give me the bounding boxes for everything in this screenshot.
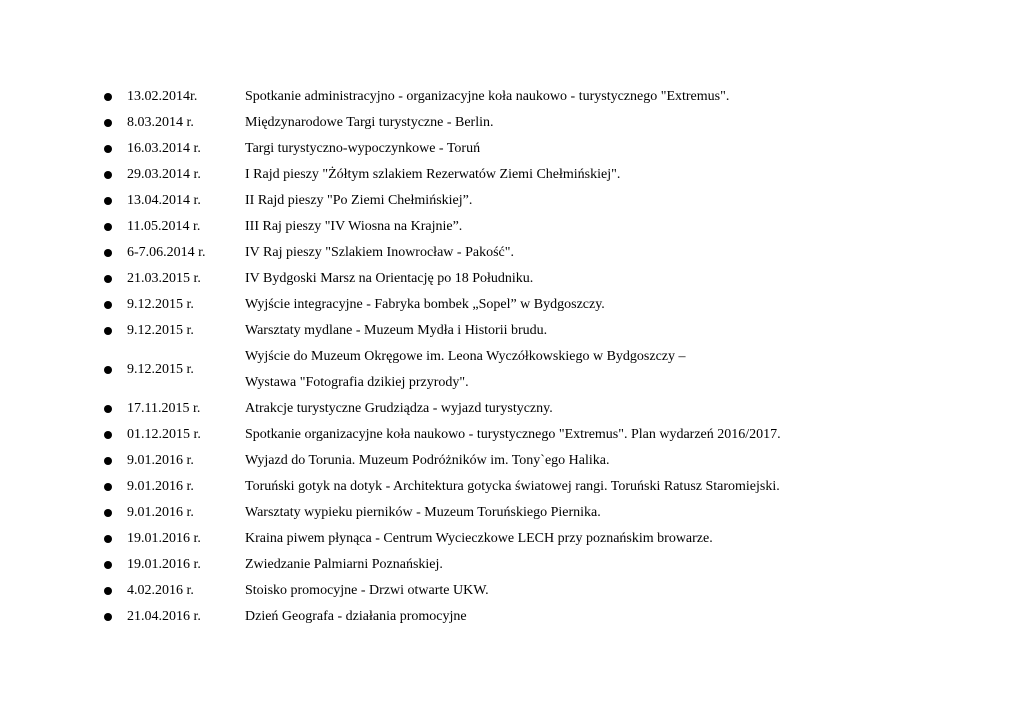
event-description: [245, 84, 984, 110]
event-item: [104, 292, 984, 318]
bullet-icon: [104, 535, 112, 543]
event-date: 13.02.2014r.: [127, 89, 198, 104]
event-description-line: Warsztaty wypieku pierników - Muzeum Toruńskiego Piernika.: [245, 505, 601, 520]
event-description: [245, 500, 984, 526]
event-date: 17.11.2015 r.: [127, 401, 201, 416]
event-item: [104, 318, 984, 344]
event-description: [245, 214, 984, 240]
event-date: 01.12.2015 r.: [127, 427, 201, 442]
event-item: [104, 604, 984, 630]
event-date: 9.01.2016 r.: [127, 453, 194, 468]
bullet-icon: [104, 483, 112, 491]
event-description-line: Atrakcje turystyczne Grudziądza - wyjazd turystyczny.: [245, 401, 553, 416]
bullet-icon: [104, 119, 112, 127]
event-description-line: IV Raj pieszy "Szlakiem Inowrocław - Pakość".: [245, 245, 514, 260]
event-description-line: Targi turystyczno-wypoczynkowe - Toruń: [245, 141, 481, 156]
event-description-line: Dzień Geografa - działania promocyjne: [245, 609, 467, 624]
event-item: [104, 136, 984, 162]
event-date: 6-7.06.2014 r.: [127, 245, 206, 260]
event-description-line: Wystawa "Fotografia dzikiej przyrody".: [245, 375, 469, 390]
bullet-icon: [104, 93, 112, 101]
event-description: [245, 344, 984, 396]
event-date: 21.03.2015 r.: [127, 271, 201, 286]
event-description: [245, 422, 984, 448]
event-description-line: Wyjazd do Torunia. Muzeum Podróżników im. Tony`ego Halika.: [245, 453, 610, 468]
event-description: [245, 110, 984, 136]
event-date: 4.02.2016 r.: [127, 583, 194, 598]
event-item: [104, 162, 984, 188]
event-item: [104, 188, 984, 214]
event-description: [245, 240, 984, 266]
bullet-icon: [104, 613, 112, 621]
event-description-line: III Raj pieszy "IV Wiosna na Krajnie”.: [245, 219, 463, 234]
event-description: [245, 292, 984, 318]
bullet-icon: [104, 327, 112, 335]
event-date: 8.03.2014 r.: [127, 115, 194, 130]
event-description-line: Wyjście do Muzeum Okręgowe im. Leona Wyczółkowskiego w Bydgoszczy –: [245, 349, 686, 364]
event-item: [104, 578, 984, 604]
event-date: 9.12.2015 r.: [127, 297, 194, 312]
bullet-icon: [104, 197, 112, 205]
event-description-line: Zwiedzanie Palmiarni Poznańskiej.: [245, 557, 443, 572]
bullet-icon: [104, 366, 112, 374]
event-item: [104, 500, 984, 526]
event-date: 9.12.2015 r.: [127, 362, 194, 377]
event-description: [245, 162, 984, 188]
event-item: [104, 474, 984, 500]
event-description: [245, 396, 984, 422]
event-description: [245, 136, 984, 162]
event-item: [104, 552, 984, 578]
bullet-icon: [104, 509, 112, 517]
event-description: [245, 552, 984, 578]
event-description: [245, 318, 984, 344]
event-date: 19.01.2016 r.: [127, 531, 201, 546]
bullet-icon: [104, 587, 112, 595]
event-description: [245, 526, 984, 552]
events-list: [104, 84, 984, 630]
event-date: 13.04.2014 r.: [127, 193, 201, 208]
event-description: [245, 578, 984, 604]
event-date: 19.01.2016 r.: [127, 557, 201, 572]
event-description-line: Warsztaty mydlane - Muzeum Mydła i Historii brudu.: [245, 323, 548, 338]
bullet-icon: [104, 301, 112, 309]
bullet-icon: [104, 431, 112, 439]
event-date: 16.03.2014 r.: [127, 141, 201, 156]
event-description-line: Wyjście integracyjne - Fabryka bombek „Sopel” w Bydgoszczy.: [245, 297, 605, 312]
event-date: 21.04.2016 r.: [127, 609, 201, 624]
event-item: [104, 422, 984, 448]
bullet-icon: [104, 249, 112, 257]
event-description: [245, 188, 984, 214]
event-description-line: Międzynarodowe Targi turystyczne - Berlin.: [245, 115, 494, 130]
event-item: [104, 526, 984, 552]
event-date: 9.01.2016 r.: [127, 505, 194, 520]
event-item: [104, 344, 984, 396]
event-description-line: Stoisko promocyjne - Drzwi otwarte UKW.: [245, 583, 489, 598]
bullet-icon: [104, 405, 112, 413]
event-description-line: Spotkanie administracyjno - organizacyjne koła naukowo - turystycznego "Extremus".: [245, 89, 730, 104]
event-description: [245, 604, 984, 630]
event-description-line: I Rajd pieszy "Żółtym szlakiem Rezerwatów Ziemi Chełmińskiej".: [245, 167, 621, 182]
event-description-line: Spotkanie organizacyjne koła naukowo - turystycznego "Extremus". Plan wydarzeń 2016/2017.: [245, 427, 781, 442]
event-item: [104, 214, 984, 240]
bullet-icon: [104, 171, 112, 179]
event-description-line: IV Bydgoski Marsz na Orientację po 18 Południku.: [245, 271, 534, 286]
event-item: [104, 396, 984, 422]
bullet-icon: [104, 275, 112, 283]
bullet-icon: [104, 223, 112, 231]
event-item: [104, 84, 984, 110]
bullet-icon: [104, 561, 112, 569]
event-description-line: Toruński gotyk na dotyk - Architektura gotycka światowej rangi. Toruński Ratusz Staromiejski.: [245, 479, 780, 494]
event-item: [104, 240, 984, 266]
event-item: [104, 266, 984, 292]
event-date: 9.01.2016 r.: [127, 479, 194, 494]
event-description-line: II Rajd pieszy "Po Ziemi Chełmińskiej”.: [245, 193, 473, 208]
event-item: [104, 448, 984, 474]
event-date: 11.05.2014 r.: [127, 219, 201, 234]
bullet-icon: [104, 145, 112, 153]
event-description: [245, 448, 984, 474]
event-description-line: Kraina piwem płynąca - Centrum Wycieczkowe LECH przy poznańskim browarze.: [245, 531, 713, 546]
event-item: [104, 110, 984, 136]
event-description: [245, 474, 984, 500]
event-description: [245, 266, 984, 292]
event-date: 29.03.2014 r.: [127, 167, 201, 182]
bullet-icon: [104, 457, 112, 465]
event-date: 9.12.2015 r.: [127, 323, 194, 338]
